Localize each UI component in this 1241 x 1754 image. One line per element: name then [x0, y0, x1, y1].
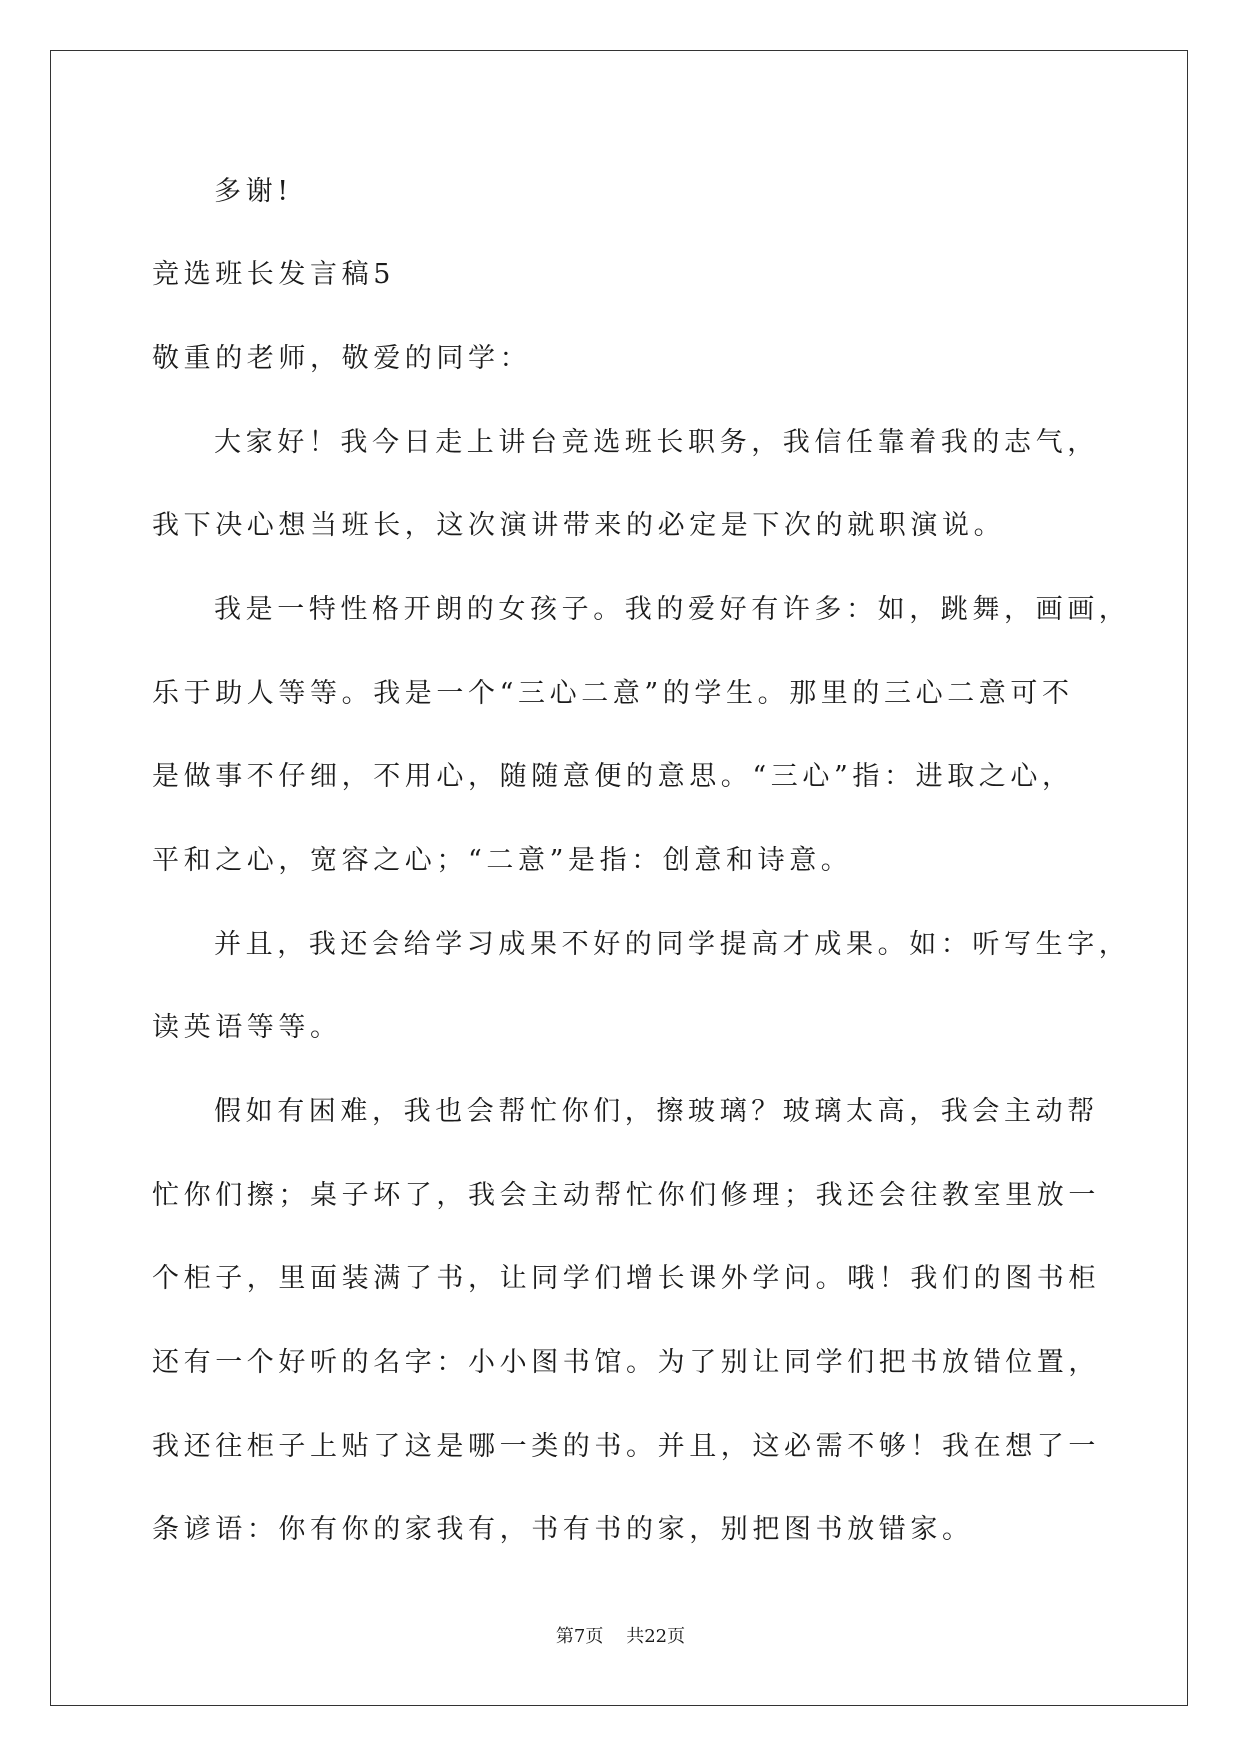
paragraph-line: 读英语等等。 [152, 1012, 342, 1043]
page-number: 第7页 [555, 1626, 604, 1647]
closing-thanks: 多谢! [214, 176, 293, 207]
paragraph-line: 忙你们擦；桌子坏了，我会主动帮忙你们修理；我还会往教室里放一 [152, 1180, 1100, 1211]
paragraph-line: 个柜子，里面装满了书，让同学们增长课外学问。哦！我们的图书柜 [152, 1263, 1100, 1294]
page-footer [0, 1625, 1241, 1649]
paragraph-line: 大家好！我今日走上讲台竞选班长职务，我信任靠着我的志气， [214, 427, 1099, 458]
paragraph-line: 我还往柜子上贴了这是哪一类的书。并且，这必需不够！我在想了一 [152, 1431, 1100, 1462]
paragraph-line: 条谚语：你有你的家我有，书有书的家，别把图书放错家。 [152, 1514, 974, 1545]
paragraph-line: 我下决心想当班长，这次演讲带来的必定是下次的就职演说。 [152, 510, 1006, 541]
section-title: 竞选班长发言稿5 [152, 259, 395, 290]
paragraph-line: 假如有困难，我也会帮忙你们，擦玻璃？玻璃太高，我会主动帮 [214, 1096, 1099, 1127]
paragraph-line: 是做事不仔细，不用心，随随意便的意思。“三心”指：进取之心， [152, 761, 1074, 792]
paragraph-line: 我是一特性格开朗的女孩子。我的爱好有许多：如，跳舞，画画， [214, 594, 1131, 625]
paragraph-line: 还有一个好听的名字：小小图书馆。为了别让同学们把书放错位置， [152, 1347, 1100, 1378]
page-total: 共22页 [626, 1626, 686, 1647]
footer-spacer [603, 1626, 626, 1647]
paragraph-line: 并且，我还会给学习成果不好的同学提高才成果。如：听写生字， [214, 929, 1131, 960]
paragraph-line: 平和之心，宽容之心；“二意”是指：创意和诗意。 [152, 845, 853, 876]
paragraph-line: 乐于助人等等。我是一个“三心二意”的学生。那里的三心二意可不 [152, 678, 1074, 709]
salutation: 敬重的老师，敬爱的同学： [152, 343, 532, 374]
